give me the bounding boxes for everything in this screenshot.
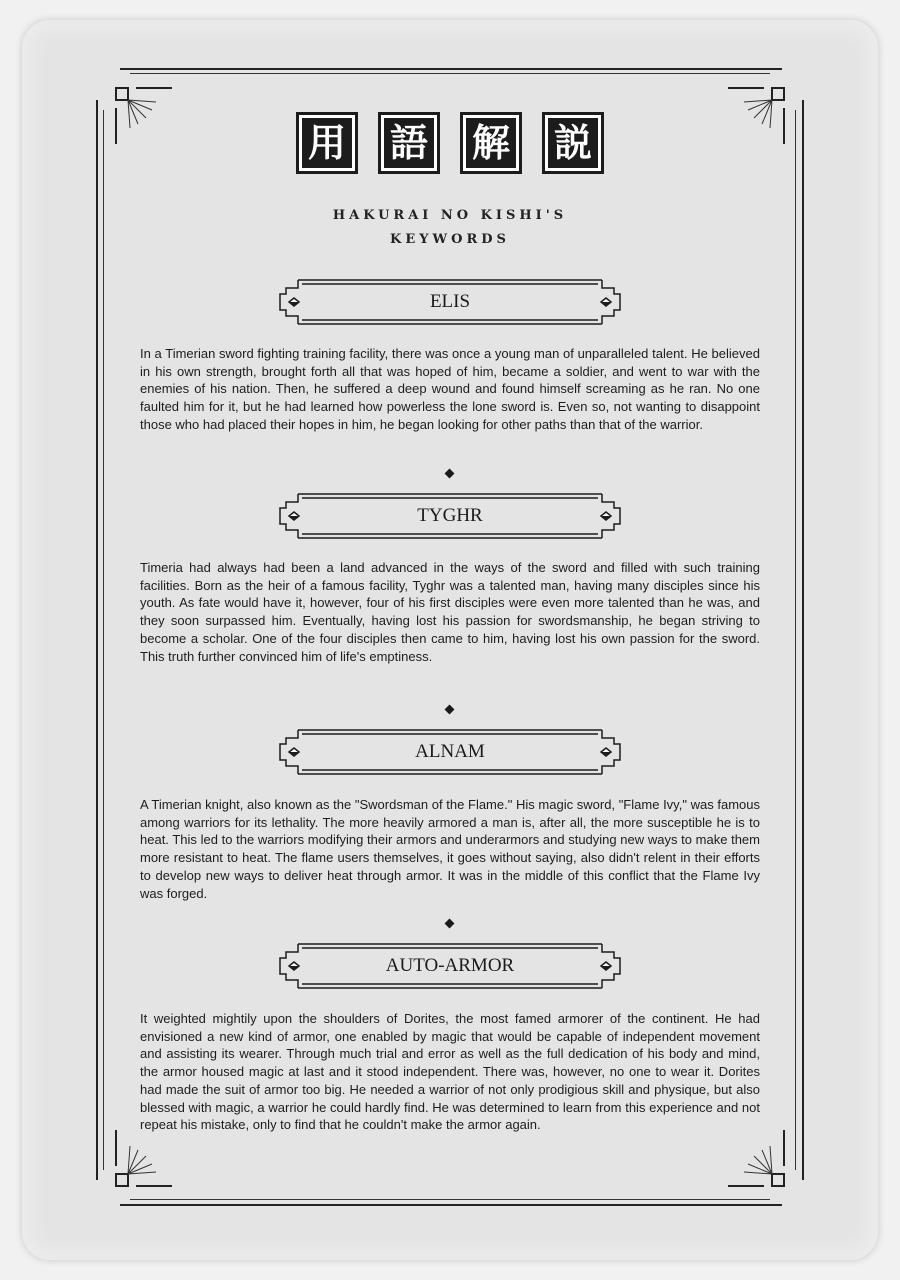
subtitle [0,204,900,252]
subtitle-line-1: HAKURAI NO KISHI'S [332,208,568,223]
title-kanji-box [296,112,358,174]
title-kanji: 説 [548,118,598,168]
term-title: TYGHR [417,505,483,526]
title-kanji: 用 [302,118,352,168]
term-banner-alnam [276,728,624,776]
term-title: AUTO-ARMOR [385,955,515,976]
frame-top-line [120,68,782,70]
term-description: It weighted mightily upon the shoulders of Dorites, the most famed armorer of the continent. He had envisioned a new kind of armor, one enabled by magic that would be capable of independent movement and assisting its wearer. Through much trial and error as well as the full dedication of his body and mind, the armor housed magic at last and it stood independent. There was, however, no one to wear it. Dorites had made the suit of armor too big. He needed a warrior of not only prodigious skill and physique, but also blessed with magic, a warrior he could hardly find. He was determined to learn from this experience and not repeat his mistake, only to find that he couldn't make the armor again. [140,1011,760,1133]
frame-right-line [802,100,804,1180]
title-kanji: 解 [466,118,516,168]
frame-left-line-inner [103,110,104,1170]
title-kanji-box [460,112,522,174]
frame-bottom-line-inner [130,1199,770,1200]
term-description: Timeria had always had been a land advanced in the ways of the sword and filled with such training facilities. Born as the heir of a famous facility, Tyghr was a talented man, having many disciples since his youth. As fate would have it, however, four of his first disciples were even more talented than he was, and they soon surpassed him. Eventually, having lost his passion for swordsmanship, he began striving to become a scholar. One of the four disciples then came to him, having lost his own passion for the sword. This truth further convinced him of life's emptiness. [140,560,760,664]
title-kanji-box [542,112,604,174]
term-title: ELIS [429,291,471,312]
term-banner-tyghr [276,492,624,540]
frame-top-line-inner [130,73,770,74]
corner-ornament-bottom-left [112,1126,176,1190]
title-kanji: 語 [384,118,434,168]
term-description: In a Timerian sword fighting training facility, there was once a young man of unparalleled talent. He believed in his own strength, brought forth all that was hoped of him, became a soldier, and went to war with the enemies of his nation. Then, he suffered a deep wound and found himself screaming as he ran. No one faulted him for it, but he had learned how powerless the lone sword is. Even so, not wanting to disappoint those who had placed their hopes in him, he began looking for other paths than that of the warrior. [140,346,760,432]
term-banner-elis [276,278,624,326]
term-banner-auto-armor [276,942,624,990]
frame-bottom-line [120,1204,782,1206]
subtitle-line-2: KEYWORDS [390,232,510,247]
term-title: ALNAM [415,741,485,762]
term-description: A Timerian knight, also known as the "Swordsman of the Flame." His magic sword, "Flame Ivy," was famous among warriors for its lethality. The more heavily armored a man is, after all, the more susceptible he is to heat. This led to the warriors modifying their armors and underarmors and studying new ways to make them more resistant to heat. The flame users themselves, it goes without saying, also didn't relent in their efforts to develop new ways to deliver heat through armor. It was in the middle of this conflict that the Flame Ivy was forged. [140,797,760,901]
corner-ornament-bottom-right [724,1126,788,1190]
title-kanji-box [378,112,440,174]
frame-right-line-inner [795,110,796,1170]
page-title [0,112,900,174]
frame-left-line [96,100,98,1180]
